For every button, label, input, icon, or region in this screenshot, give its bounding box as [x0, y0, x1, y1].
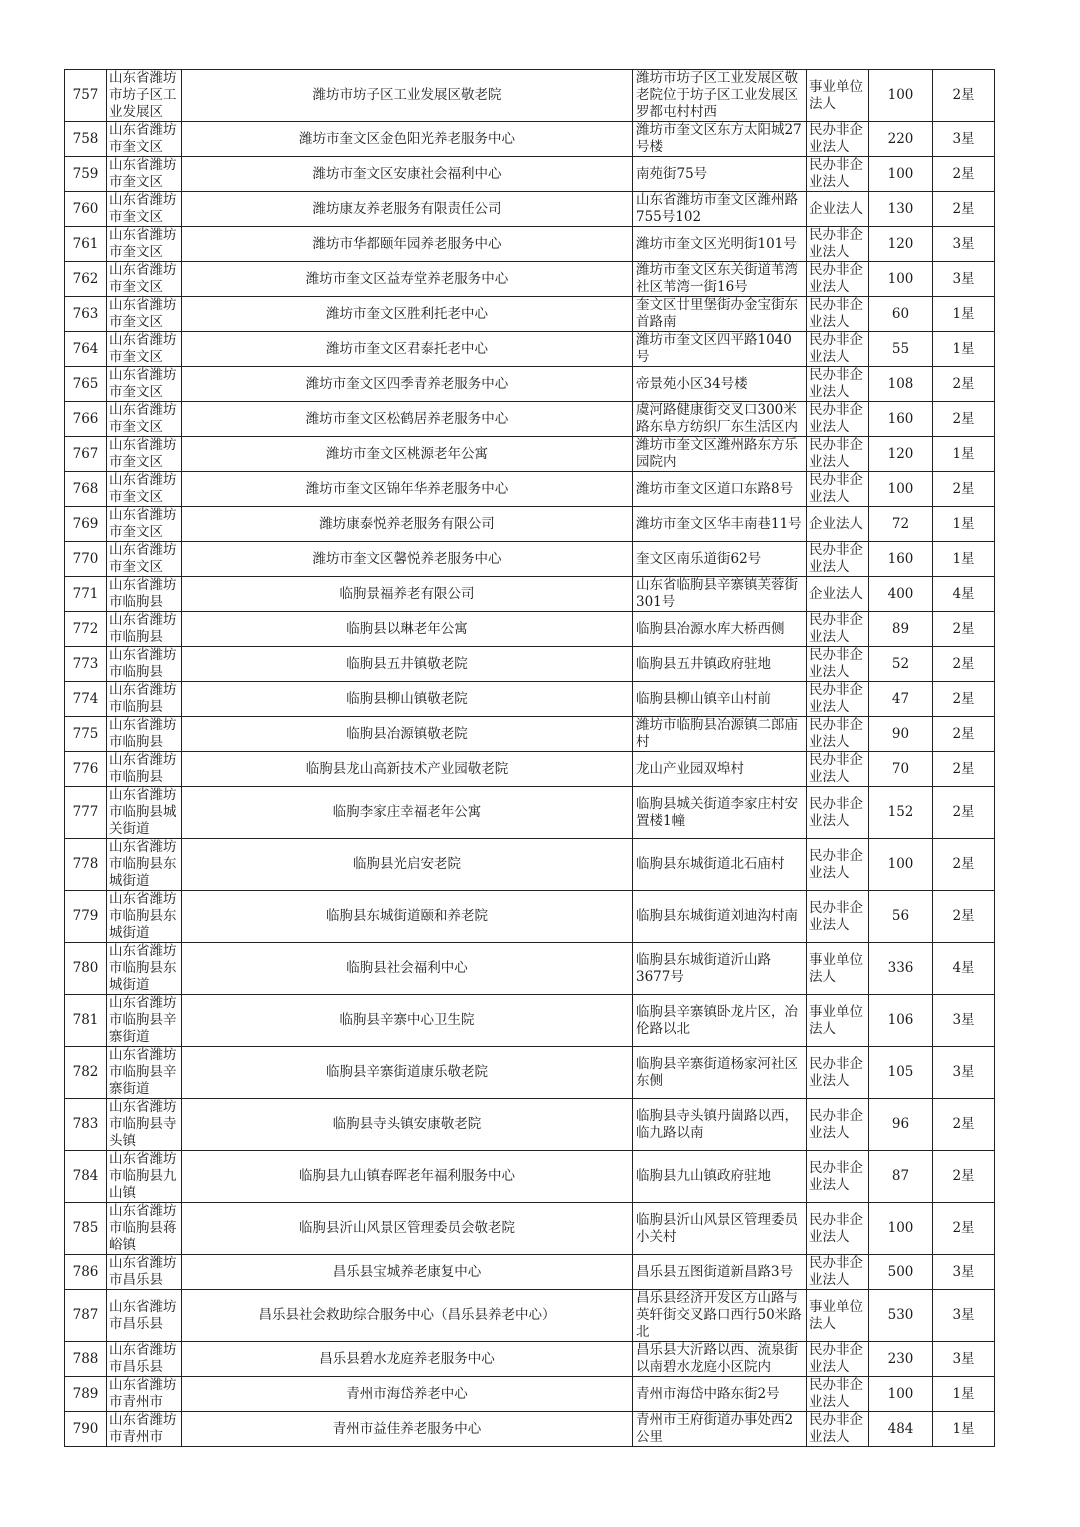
facility-name: 临朐景福养老有限公司: [182, 577, 633, 612]
legal-type: 民办非企业法人: [807, 891, 869, 943]
row-number: 770: [65, 542, 107, 577]
star-rating: 1星: [933, 332, 995, 367]
region-cell: 山东省潍坊市奎文区: [107, 402, 182, 437]
table-row: [65, 577, 995, 612]
bed-count: 100: [869, 70, 933, 122]
row-number: 767: [65, 437, 107, 472]
address-cell: 山东省临朐县辛寨镇芙蓉街301号: [633, 577, 807, 612]
row-number: 787: [65, 1290, 107, 1342]
table-row: [65, 542, 995, 577]
address-cell: 临朐县城关街道李家庄村安置楼1幢: [633, 787, 807, 839]
facility-name: 潍坊市奎文区松鹤居养老服务中心: [182, 402, 633, 437]
legal-type: 民办非企业法人: [807, 1255, 869, 1290]
table-row: [65, 1151, 995, 1203]
legal-type: 民办非企业法人: [807, 1203, 869, 1255]
facility-name: 临朐县辛寨中心卫生院: [182, 995, 633, 1047]
table-row: [65, 891, 995, 943]
address-cell: 潍坊市临朐县冶源镇二郎庙村: [633, 717, 807, 752]
facility-name: 昌乐县宝城养老康复中心: [182, 1255, 633, 1290]
facility-name: 青州市海岱养老中心: [182, 1377, 633, 1412]
star-rating: 2星: [933, 157, 995, 192]
star-rating: 3星: [933, 995, 995, 1047]
bed-count: 160: [869, 402, 933, 437]
star-rating: 4星: [933, 577, 995, 612]
row-number: 789: [65, 1377, 107, 1412]
star-rating: 3星: [933, 1255, 995, 1290]
table-row: [65, 472, 995, 507]
row-number: 762: [65, 262, 107, 297]
region-cell: 山东省潍坊市临朐县: [107, 717, 182, 752]
address-cell: 临朐县东城街道刘迪沟村南: [633, 891, 807, 943]
region-cell: 山东省潍坊市临朐县辛寨街道: [107, 995, 182, 1047]
legal-type: 民办非企业法人: [807, 332, 869, 367]
legal-type: 民办非企业法人: [807, 472, 869, 507]
address-cell: 潍坊市奎文区东方太阳城27号楼: [633, 122, 807, 157]
star-rating: 1星: [933, 542, 995, 577]
star-rating: 2星: [933, 717, 995, 752]
row-number: 760: [65, 192, 107, 227]
legal-type: 民办非企业法人: [807, 612, 869, 647]
region-cell: 山东省潍坊市临朐县: [107, 577, 182, 612]
region-cell: 山东省潍坊市临朐县: [107, 752, 182, 787]
region-cell: 山东省潍坊市临朐县辛寨街道: [107, 1047, 182, 1099]
region-cell: 山东省潍坊市奎文区: [107, 122, 182, 157]
table-row: [65, 1047, 995, 1099]
legal-type: 民办非企业法人: [807, 717, 869, 752]
row-number: 777: [65, 787, 107, 839]
region-cell: 山东省潍坊市奎文区: [107, 542, 182, 577]
star-rating: 2星: [933, 752, 995, 787]
address-cell: 虞河路健康街交叉口300米路东阜方纺织厂东生活区内: [633, 402, 807, 437]
bed-count: 100: [869, 1203, 933, 1255]
table-row: [65, 995, 995, 1047]
bed-count: 89: [869, 612, 933, 647]
address-cell: 临朐县东城街道北石庙村: [633, 839, 807, 891]
facility-name: 临朐县光启安老院: [182, 839, 633, 891]
address-cell: 临朐县五井镇政府驻地: [633, 647, 807, 682]
facility-name: 潍坊市奎文区胜利托老中心: [182, 297, 633, 332]
row-number: 766: [65, 402, 107, 437]
facility-name: 临朐县九山镇春晖老年福利服务中心: [182, 1151, 633, 1203]
table-row: [65, 402, 995, 437]
star-rating: 2星: [933, 1151, 995, 1203]
star-rating: 3星: [933, 262, 995, 297]
row-number: 768: [65, 472, 107, 507]
row-number: 778: [65, 839, 107, 891]
row-number: 779: [65, 891, 107, 943]
bed-count: 120: [869, 227, 933, 262]
star-rating: 3星: [933, 1047, 995, 1099]
legal-type: 事业单位法人: [807, 1290, 869, 1342]
address-cell: 南苑街75号: [633, 157, 807, 192]
row-number: 784: [65, 1151, 107, 1203]
legal-type: 民办非企业法人: [807, 122, 869, 157]
region-cell: 山东省潍坊市临朐县: [107, 612, 182, 647]
bed-count: 87: [869, 1151, 933, 1203]
region-cell: 山东省潍坊市奎文区: [107, 262, 182, 297]
table-row: [65, 943, 995, 995]
legal-type: 民办非企业法人: [807, 1099, 869, 1151]
table-body: [65, 70, 995, 1447]
row-number: 759: [65, 157, 107, 192]
table-row: [65, 1099, 995, 1151]
facility-name: 潍坊市奎文区馨悦养老服务中心: [182, 542, 633, 577]
address-cell: 帝景苑小区34号楼: [633, 367, 807, 402]
table-row: [65, 1412, 995, 1447]
star-rating: 2星: [933, 472, 995, 507]
facility-name: 潍坊市奎文区桃源老年公寓: [182, 437, 633, 472]
bed-count: 484: [869, 1412, 933, 1447]
facility-name: 潍坊市坊子区工业发展区敬老院: [182, 70, 633, 122]
legal-type: 企业法人: [807, 192, 869, 227]
star-rating: 2星: [933, 787, 995, 839]
bed-count: 230: [869, 1342, 933, 1377]
address-cell: 潍坊市奎文区华丰南巷11号: [633, 507, 807, 542]
region-cell: 山东省潍坊市临朐县蒋峪镇: [107, 1203, 182, 1255]
facility-name: 潍坊市奎文区锦年华养老服务中心: [182, 472, 633, 507]
bed-count: 60: [869, 297, 933, 332]
bed-count: 530: [869, 1290, 933, 1342]
table-row: [65, 1203, 995, 1255]
legal-type: 民办非企业法人: [807, 1377, 869, 1412]
facility-name: 潍坊市华都颐年园养老服务中心: [182, 227, 633, 262]
region-cell: 山东省潍坊市青州市: [107, 1412, 182, 1447]
facility-name: 临朐县沂山风景区管理委员会敬老院: [182, 1203, 633, 1255]
star-rating: 2星: [933, 891, 995, 943]
star-rating: 3星: [933, 1342, 995, 1377]
region-cell: 山东省潍坊市坊子区工业发展区: [107, 70, 182, 122]
region-cell: 山东省潍坊市奎文区: [107, 227, 182, 262]
address-cell: 临朐县辛寨镇卧龙片区，冶伦路以北: [633, 995, 807, 1047]
bed-count: 105: [869, 1047, 933, 1099]
star-rating: 1星: [933, 297, 995, 332]
facility-name: 青州市益佳养老服务中心: [182, 1412, 633, 1447]
legal-type: 民办非企业法人: [807, 647, 869, 682]
row-number: 769: [65, 507, 107, 542]
address-cell: 潍坊市奎文区四平路1040号: [633, 332, 807, 367]
region-cell: 山东省潍坊市昌乐县: [107, 1290, 182, 1342]
facility-name: 潍坊康友养老服务有限责任公司: [182, 192, 633, 227]
star-rating: 2星: [933, 192, 995, 227]
star-rating: 2星: [933, 612, 995, 647]
address-cell: 临朐县辛寨街道杨家河社区东侧: [633, 1047, 807, 1099]
legal-type: 企业法人: [807, 577, 869, 612]
bed-count: 152: [869, 787, 933, 839]
facility-name: 临朐县辛寨街道康乐敬老院: [182, 1047, 633, 1099]
star-rating: 1星: [933, 437, 995, 472]
table-row: [65, 612, 995, 647]
legal-type: 民办非企业法人: [807, 682, 869, 717]
row-number: 788: [65, 1342, 107, 1377]
facility-name: 昌乐县碧水龙庭养老服务中心: [182, 1342, 633, 1377]
star-rating: 2星: [933, 839, 995, 891]
bed-count: 106: [869, 995, 933, 1047]
table-row: [65, 717, 995, 752]
star-rating: 2星: [933, 70, 995, 122]
legal-type: 民办非企业法人: [807, 839, 869, 891]
legal-type: 民办非企业法人: [807, 367, 869, 402]
row-number: 764: [65, 332, 107, 367]
address-cell: 潍坊市奎文区潍州路东方乐园院内: [633, 437, 807, 472]
bed-count: 100: [869, 839, 933, 891]
region-cell: 山东省潍坊市奎文区: [107, 157, 182, 192]
table-row: [65, 437, 995, 472]
bed-count: 100: [869, 157, 933, 192]
table-row: [65, 367, 995, 402]
row-number: 790: [65, 1412, 107, 1447]
row-number: 772: [65, 612, 107, 647]
facility-name: 潍坊市奎文区益寿堂养老服务中心: [182, 262, 633, 297]
region-cell: 山东省潍坊市奎文区: [107, 297, 182, 332]
region-cell: 山东省潍坊市奎文区: [107, 332, 182, 367]
table-row: [65, 332, 995, 367]
table-row: [65, 1342, 995, 1377]
address-cell: 潍坊市奎文区道口东路8号: [633, 472, 807, 507]
facility-name: 临朐县龙山高新技术产业园敬老院: [182, 752, 633, 787]
address-cell: 龙山产业园双埠村: [633, 752, 807, 787]
table-row: [65, 297, 995, 332]
row-number: 763: [65, 297, 107, 332]
row-number: 775: [65, 717, 107, 752]
star-rating: 1星: [933, 1412, 995, 1447]
address-cell: 临朐县九山镇政府驻地: [633, 1151, 807, 1203]
facility-name: 潍坊市奎文区金色阳光养老服务中心: [182, 122, 633, 157]
region-cell: 山东省潍坊市临朐县寺头镇: [107, 1099, 182, 1151]
legal-type: 民办非企业法人: [807, 1151, 869, 1203]
table-row: [65, 839, 995, 891]
table-row: [65, 507, 995, 542]
address-cell: 昌乐县五图街道新昌路3号: [633, 1255, 807, 1290]
address-cell: 潍坊市奎文区光明街101号: [633, 227, 807, 262]
table-row: [65, 752, 995, 787]
facility-name: 潍坊市奎文区安康社会福利中心: [182, 157, 633, 192]
bed-count: 70: [869, 752, 933, 787]
facility-name: 潍坊市奎文区君泰托老中心: [182, 332, 633, 367]
star-rating: 3星: [933, 227, 995, 262]
address-cell: 青州市海岱中路东街2号: [633, 1377, 807, 1412]
table-row: [65, 122, 995, 157]
facility-table-page: [64, 69, 994, 1447]
facility-name: 临朐李家庄幸福老年公寓: [182, 787, 633, 839]
table-row: [65, 787, 995, 839]
region-cell: 山东省潍坊市青州市: [107, 1377, 182, 1412]
bed-count: 52: [869, 647, 933, 682]
table-row: [65, 192, 995, 227]
address-cell: 临朐县东城街道沂山路3677号: [633, 943, 807, 995]
region-cell: 山东省潍坊市临朐县东城街道: [107, 891, 182, 943]
region-cell: 山东省潍坊市昌乐县: [107, 1342, 182, 1377]
star-rating: 1星: [933, 507, 995, 542]
table-row: [65, 227, 995, 262]
row-number: 783: [65, 1099, 107, 1151]
table-row: [65, 157, 995, 192]
bed-count: 100: [869, 262, 933, 297]
facility-name: 临朐县以琳老年公寓: [182, 612, 633, 647]
bed-count: 56: [869, 891, 933, 943]
row-number: 758: [65, 122, 107, 157]
table-row: [65, 682, 995, 717]
facility-name: 临朐县东城街道颐和养老院: [182, 891, 633, 943]
table-row: [65, 70, 995, 122]
facility-name: 昌乐县社会救助综合服务中心（昌乐县养老中心）: [182, 1290, 633, 1342]
address-cell: 昌乐县大沂路以西、流泉街以南碧水龙庭小区院内: [633, 1342, 807, 1377]
facility-table: [64, 69, 995, 1447]
region-cell: 山东省潍坊市临朐县: [107, 647, 182, 682]
bed-count: 336: [869, 943, 933, 995]
bed-count: 160: [869, 542, 933, 577]
address-cell: 奎文区廿里堡街办金宝街东首路南: [633, 297, 807, 332]
address-cell: 奎文区南乐道街62号: [633, 542, 807, 577]
legal-type: 民办非企业法人: [807, 157, 869, 192]
row-number: 782: [65, 1047, 107, 1099]
legal-type: 民办非企业法人: [807, 437, 869, 472]
star-rating: 3星: [933, 1290, 995, 1342]
bed-count: 47: [869, 682, 933, 717]
region-cell: 山东省潍坊市临朐县城关街道: [107, 787, 182, 839]
region-cell: 山东省潍坊市临朐县九山镇: [107, 1151, 182, 1203]
bed-count: 100: [869, 472, 933, 507]
legal-type: 民办非企业法人: [807, 1047, 869, 1099]
legal-type: 民办非企业法人: [807, 262, 869, 297]
region-cell: 山东省潍坊市临朐县东城街道: [107, 943, 182, 995]
region-cell: 山东省潍坊市临朐县: [107, 682, 182, 717]
facility-name: 临朐县冶源镇敬老院: [182, 717, 633, 752]
address-cell: 山东省潍坊市奎文区潍州路755号102: [633, 192, 807, 227]
region-cell: 山东省潍坊市奎文区: [107, 192, 182, 227]
star-rating: 2星: [933, 367, 995, 402]
row-number: 781: [65, 995, 107, 1047]
legal-type: 民办非企业法人: [807, 1342, 869, 1377]
region-cell: 山东省潍坊市昌乐县: [107, 1255, 182, 1290]
legal-type: 民办非企业法人: [807, 1412, 869, 1447]
facility-name: 潍坊市奎文区四季青养老服务中心: [182, 367, 633, 402]
star-rating: 2星: [933, 1099, 995, 1151]
address-cell: 临朐县沂山风景区管理委员小关村: [633, 1203, 807, 1255]
row-number: 774: [65, 682, 107, 717]
bed-count: 220: [869, 122, 933, 157]
row-number: 771: [65, 577, 107, 612]
star-rating: 2星: [933, 647, 995, 682]
bed-count: 55: [869, 332, 933, 367]
row-number: 761: [65, 227, 107, 262]
legal-type: 事业单位法人: [807, 70, 869, 122]
bed-count: 400: [869, 577, 933, 612]
legal-type: 民办非企业法人: [807, 752, 869, 787]
row-number: 786: [65, 1255, 107, 1290]
facility-name: 临朐县寺头镇安康敬老院: [182, 1099, 633, 1151]
row-number: 776: [65, 752, 107, 787]
star-rating: 2星: [933, 1203, 995, 1255]
facility-name: 临朐县柳山镇敬老院: [182, 682, 633, 717]
bed-count: 130: [869, 192, 933, 227]
row-number: 773: [65, 647, 107, 682]
row-number: 765: [65, 367, 107, 402]
star-rating: 2星: [933, 682, 995, 717]
row-number: 757: [65, 70, 107, 122]
address-cell: 临朐县寺头镇丹崮路以西，临九路以南: [633, 1099, 807, 1151]
row-number: 780: [65, 943, 107, 995]
row-number: 785: [65, 1203, 107, 1255]
bed-count: 100: [869, 1377, 933, 1412]
region-cell: 山东省潍坊市奎文区: [107, 367, 182, 402]
address-cell: 临朐县柳山镇辛山村前: [633, 682, 807, 717]
region-cell: 山东省潍坊市奎文区: [107, 507, 182, 542]
facility-name: 潍坊康泰悦养老服务有限公司: [182, 507, 633, 542]
legal-type: 民办非企业法人: [807, 787, 869, 839]
star-rating: 4星: [933, 943, 995, 995]
bed-count: 90: [869, 717, 933, 752]
legal-type: 企业法人: [807, 507, 869, 542]
bed-count: 72: [869, 507, 933, 542]
legal-type: 民办非企业法人: [807, 297, 869, 332]
legal-type: 民办非企业法人: [807, 542, 869, 577]
region-cell: 山东省潍坊市奎文区: [107, 437, 182, 472]
address-cell: 潍坊市坊子区工业发展区敬老院位于坊子区工业发展区罗都屯村村西: [633, 70, 807, 122]
bed-count: 120: [869, 437, 933, 472]
region-cell: 山东省潍坊市临朐县东城街道: [107, 839, 182, 891]
table-row: [65, 262, 995, 297]
star-rating: 2星: [933, 402, 995, 437]
bed-count: 96: [869, 1099, 933, 1151]
legal-type: 民办非企业法人: [807, 402, 869, 437]
address-cell: 昌乐县经济开发区方山路与英轩街交叉路口西行50米路北: [633, 1290, 807, 1342]
legal-type: 事业单位法人: [807, 995, 869, 1047]
bed-count: 108: [869, 367, 933, 402]
legal-type: 民办非企业法人: [807, 227, 869, 262]
star-rating: 3星: [933, 122, 995, 157]
table-row: [65, 647, 995, 682]
table-row: [65, 1290, 995, 1342]
star-rating: 1星: [933, 1377, 995, 1412]
bed-count: 500: [869, 1255, 933, 1290]
facility-name: 临朐县社会福利中心: [182, 943, 633, 995]
region-cell: 山东省潍坊市奎文区: [107, 472, 182, 507]
legal-type: 事业单位法人: [807, 943, 869, 995]
address-cell: 青州市王府街道办事处西2公里: [633, 1412, 807, 1447]
facility-name: 临朐县五井镇敬老院: [182, 647, 633, 682]
table-row: [65, 1377, 995, 1412]
table-row: [65, 1255, 995, 1290]
address-cell: 临朐县冶源水库大桥西侧: [633, 612, 807, 647]
address-cell: 潍坊市奎文区东关街道苇湾社区苇湾一街16号: [633, 262, 807, 297]
